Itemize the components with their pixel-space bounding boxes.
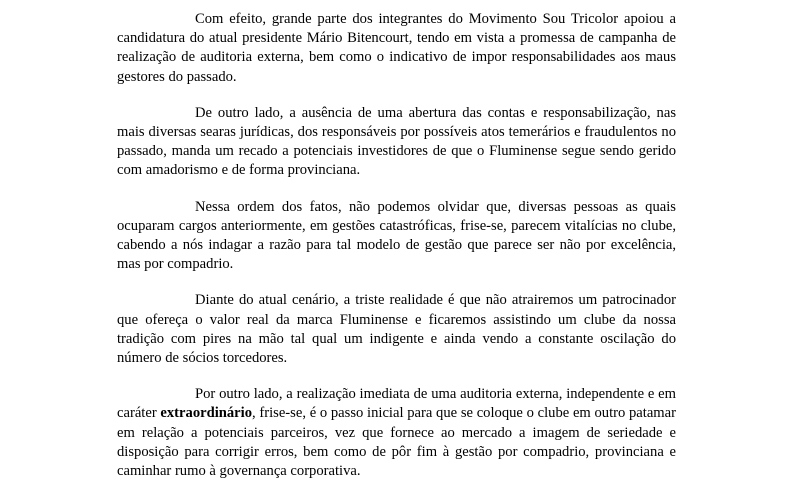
paragraph-5-text-before: Por outro lado, a realização imediata de uma auditoria externa, independente e em caráter	[117, 386, 676, 422]
paragraph-3: Nessa ordem dos fatos, não podemos olvidar que, diversas pessoas as quais ocuparam cargos anteriormente, em gestões catastróficas, frise-se, parecem vitalícias no clube, cabendo a nós indagar a razão para tal modelo de gestão que parece ser não por excelência, mas por compadrio.	[117, 198, 676, 273]
paragraph-1: Com efeito, grande parte dos integrantes do Movimento Sou Tricolor apoiou a candidatura do atual presidente Mário Bitencourt, tendo em vista a promessa de campanha de realização de auditoria externa, bem como o indicativo de impor responsabilidades aos maus gestores do passado.	[117, 11, 676, 85]
document-body	[117, 10, 676, 481]
paragraph-2: De outro lado, a ausência de uma abertura das contas e responsabilização, nas mais diversas searas jurídicas, dos responsáveis por possíveis atos temerários e fraudulentos no passado, manda um recado a potenciais investidores de que o Fluminense segue sendo gerido com amadorismo e de forma provinciana.	[117, 104, 676, 179]
paragraph-4: Diante do atual cenário, a triste realidade é que não atrairemos um patrocinador que ofereça o valor real da marca Fluminense e ficaremos assistindo um clube da nossa tradição com pires na mão tal qual um indigente e ainda vendo a constante oscilação do número de sócios torcedores.	[117, 292, 676, 367]
paragraph-5-bold-word: extraordinário	[160, 405, 253, 422]
paragraph-5	[117, 385, 676, 481]
paragraph-5-text-after: , frise-se, é o passo inicial para que se coloque o clube em outro patamar em relação a potenciais parceiros, vez que fornece ao mercado a imagem de seriedade e disposição para corrigir erros, bem como de pôr fim à gestão por compadrio, provinciana e caminhar rumo à governança corporativa.	[117, 405, 676, 480]
